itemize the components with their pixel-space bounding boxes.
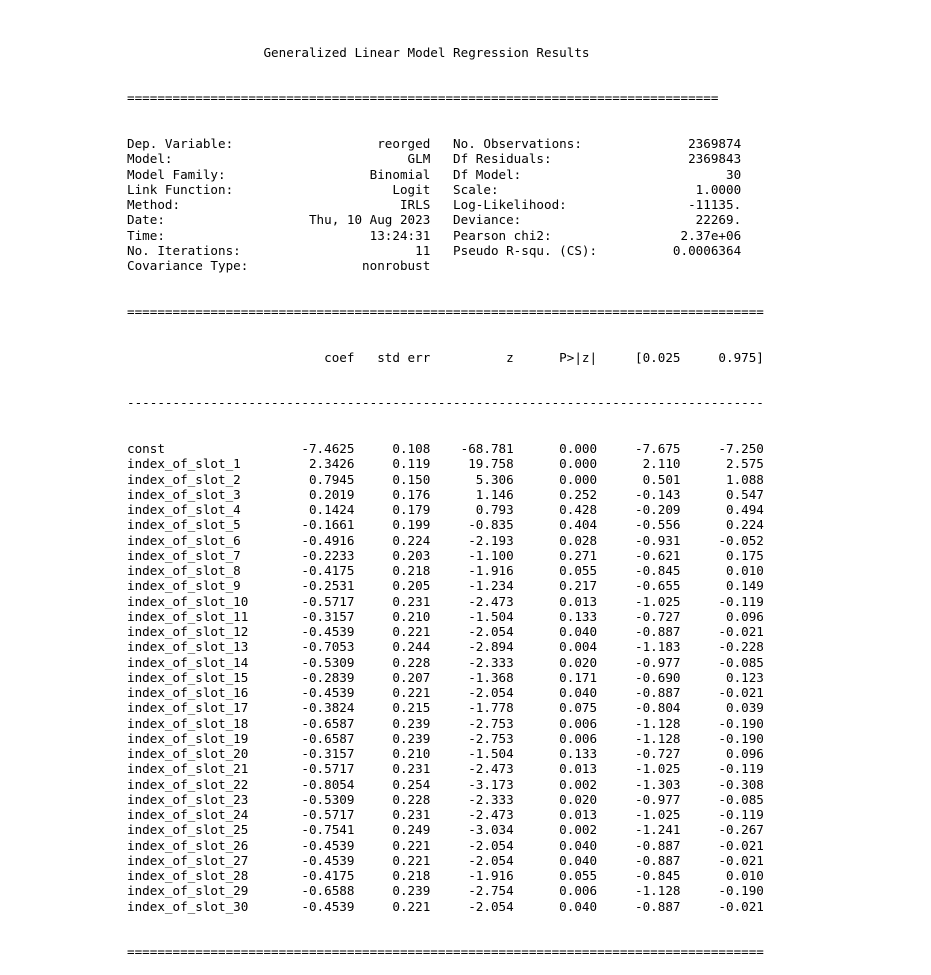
report-title: Generalized Linear Model Regression Results [127,44,590,60]
coef-row: index_of_slot_14 -0.5309 0.228 -2.333 0.020 -0.977 -0.085 [127,654,764,670]
separator-coef-dash: ------------------------------------------------------------------------------------ [127,395,764,411]
summary-row: Method: IRLS Log-Likelihood: -11135. [127,197,742,212]
coef-row: index_of_slot_10 -0.5717 0.231 -2.473 0.013 -1.025 -0.119 [127,593,764,609]
separator-bottom: ==================================================================================== [127,944,764,960]
coef-row: index_of_slot_12 -0.4539 0.221 -2.054 0.040 -0.887 -0.021 [127,624,764,639]
summary-row: Model Family: Binomial Df Model: 30 [127,166,742,182]
coef-row: index_of_slot_26 -0.4539 0.221 -2.054 0.040 -0.887 -0.021 [127,837,764,853]
summary-row: Date: Thu, 10 Aug 2023 Deviance: 22269. [127,212,742,228]
regression-results-report [127,14,764,975]
coef-row: index_of_slot_11 -0.3157 0.210 -1.504 0.133 -0.727 0.096 [127,608,764,624]
model-summary [127,136,764,273]
coef-row: const -7.4625 0.108 -68.781 0.000 -7.675 -7.250 [127,441,764,456]
coef-row: index_of_slot_6 -0.4916 0.224 -2.193 0.028 -0.931 -0.052 [127,532,764,548]
coef-row: index_of_slot_18 -0.6587 0.239 -2.753 0.006 -1.128 -0.190 [127,715,764,731]
coef-row: index_of_slot_29 -0.6588 0.239 -2.754 0.006 -1.128 -0.190 [127,883,764,899]
summary-row: Model: GLM Df Residuals: 2369843 [127,151,742,167]
coef-row: index_of_slot_20 -0.3157 0.210 -1.504 0.133 -0.727 0.096 [127,746,764,761]
coef-row: index_of_slot_13 -0.7053 0.244 -2.894 0.004 -1.183 -0.228 [127,639,764,655]
coef-row: index_of_slot_19 -0.6587 0.239 -2.753 0.006 -1.128 -0.190 [127,730,764,746]
coef-row: index_of_slot_22 -0.8054 0.254 -3.173 0.002 -1.303 -0.308 [127,776,764,792]
coef-table [127,441,764,914]
coef-row: index_of_slot_27 -0.4539 0.221 -2.054 0.040 -0.887 -0.021 [127,852,764,868]
coef-row: index_of_slot_15 -0.2839 0.207 -1.368 0.171 -0.690 0.123 [127,669,764,685]
coef-row: index_of_slot_25 -0.7541 0.249 -3.034 0.002 -1.241 -0.267 [127,822,764,838]
coef-row: index_of_slot_21 -0.5717 0.231 -2.473 0.013 -1.025 -0.119 [127,761,764,777]
separator-top: ============================================================================== [127,90,719,106]
coef-row: index_of_slot_24 -0.5717 0.231 -2.473 0.013 -1.025 -0.119 [127,807,764,822]
summary-row: No. Iterations: 11 Pseudo R-squ. (CS): 0.0006364 [127,242,742,258]
coef-row: index_of_slot_23 -0.5309 0.228 -2.333 0.020 -0.977 -0.085 [127,791,764,807]
summary-row: Time: 13:24:31 Pearson chi2: 2.37e+06 [127,227,742,243]
coef-row: index_of_slot_30 -0.4539 0.221 -2.054 0.040 -0.887 -0.021 [127,898,764,914]
coef-row: index_of_slot_7 -0.2233 0.203 -1.100 0.271 -0.621 0.175 [127,547,764,563]
coef-row: index_of_slot_17 -0.3824 0.215 -1.778 0.075 -0.804 0.039 [127,700,764,716]
summary-row: Covariance Type: nonrobust [127,258,431,273]
coef-row: index_of_slot_16 -0.4539 0.221 -2.054 0.040 -0.887 -0.021 [127,685,764,700]
coef-row: index_of_slot_2 0.7945 0.150 5.306 0.000 0.501 1.088 [127,471,764,487]
coef-row: index_of_slot_5 -0.1661 0.199 -0.835 0.404 -0.556 0.224 [127,517,764,533]
coef-row: index_of_slot_1 2.3426 0.119 19.758 0.000 2.110 2.575 [127,456,764,472]
coef-row: index_of_slot_4 0.1424 0.179 0.793 0.428 -0.209 0.494 [127,502,764,517]
summary-row: Dep. Variable: reorged No. Observations: 2369874 [127,136,742,151]
summary-row: Link Function: Logit Scale: 1.0000 [127,181,742,197]
coef-row: index_of_slot_8 -0.4175 0.218 -1.916 0.055 -0.845 0.010 [127,563,764,578]
coef-row: index_of_slot_28 -0.4175 0.218 -1.916 0.055 -0.845 0.010 [127,868,764,883]
coef-row: index_of_slot_9 -0.2531 0.205 -1.234 0.217 -0.655 0.149 [127,578,764,594]
coef-header-row: coef std err z P>|z| [0.025 0.975] [127,349,764,365]
separator-coef-top: ==================================================================================== [127,303,764,319]
coef-row: index_of_slot_3 0.2019 0.176 1.146 0.252 -0.143 0.547 [127,486,764,502]
